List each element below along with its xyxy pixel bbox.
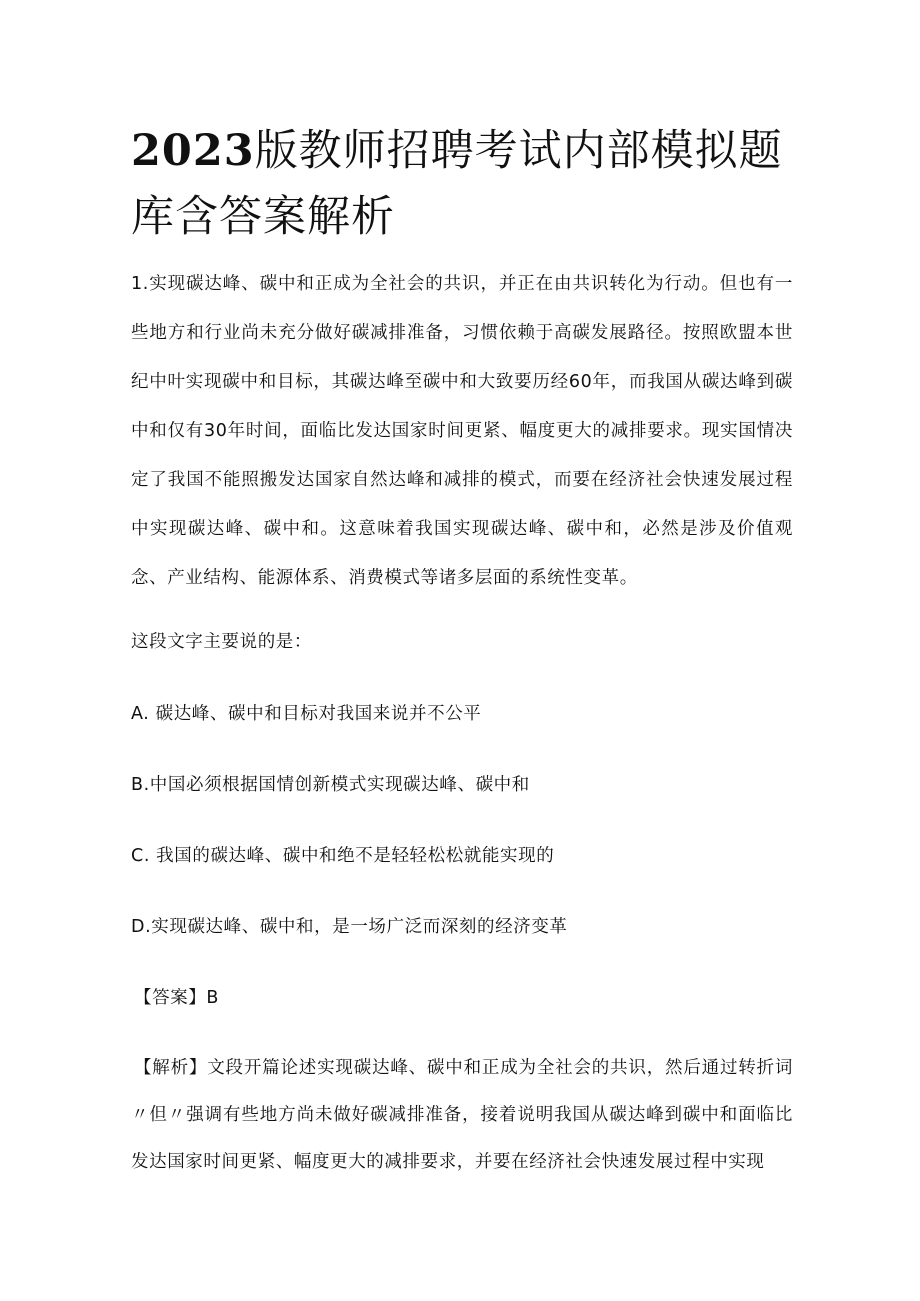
option-b: B.中国必须根据国情创新模式实现碳达峰、碳中和 [131, 775, 530, 795]
question-prompt: 这段文字主要说的是： [131, 632, 312, 652]
analysis-text: 【解析】文段开篇论述实现碳达峰、碳中和正成为全社会的共识，然后通过转折词〃但〃强调有些地方尚未做好碳减排准备，接着说明我国从碳达峰到碳中和面临比发达国家时间更紧、幅度更大的减排要求，并要在经济社会快速发展过程中实现 [131, 1058, 793, 1172]
option-d: D.实现碳达峰、碳中和，是一场广泛而深刻的经济变革 [131, 917, 568, 937]
answer-text: 【答案】B [134, 988, 220, 1008]
document-title [131, 118, 811, 250]
question-stem: 1.实现碳达峰、碳中和正成为全社会的共识，并正在由共识转化为行动。但也有一些地方和行业尚未充分做好碳减排准备，习惯依赖于高碳发展路径。按照欧盟本世纪中叶实现碳中和目标，其碳达峰至碳中和大致要历经60年，而我国从碳达峰到碳中和仅有30年时间，面临比发达国家时间更紧、幅度更大的减排要求。现实国情决定了我国不能照搬发达国家自然达峰和减排的模式，而要在经济社会快速发展过程中实现碳达峰、碳中和。这意味着我国实现碳达峰、碳中和，必然是涉及价值观念、产业结构、能源体系、消费模式等诸多层面的系统性变革。 [131, 274, 793, 588]
title-number: 2023 [131, 126, 255, 176]
option-a: A. 碳达峰、碳中和目标对我国来说并不公平 [131, 704, 482, 724]
title-text: 版教师招聘考试内部模拟题库含答案解析 [131, 126, 783, 242]
option-c: C. 我国的碳达峰、碳中和绝不是轻轻松松就能实现的 [131, 846, 555, 866]
